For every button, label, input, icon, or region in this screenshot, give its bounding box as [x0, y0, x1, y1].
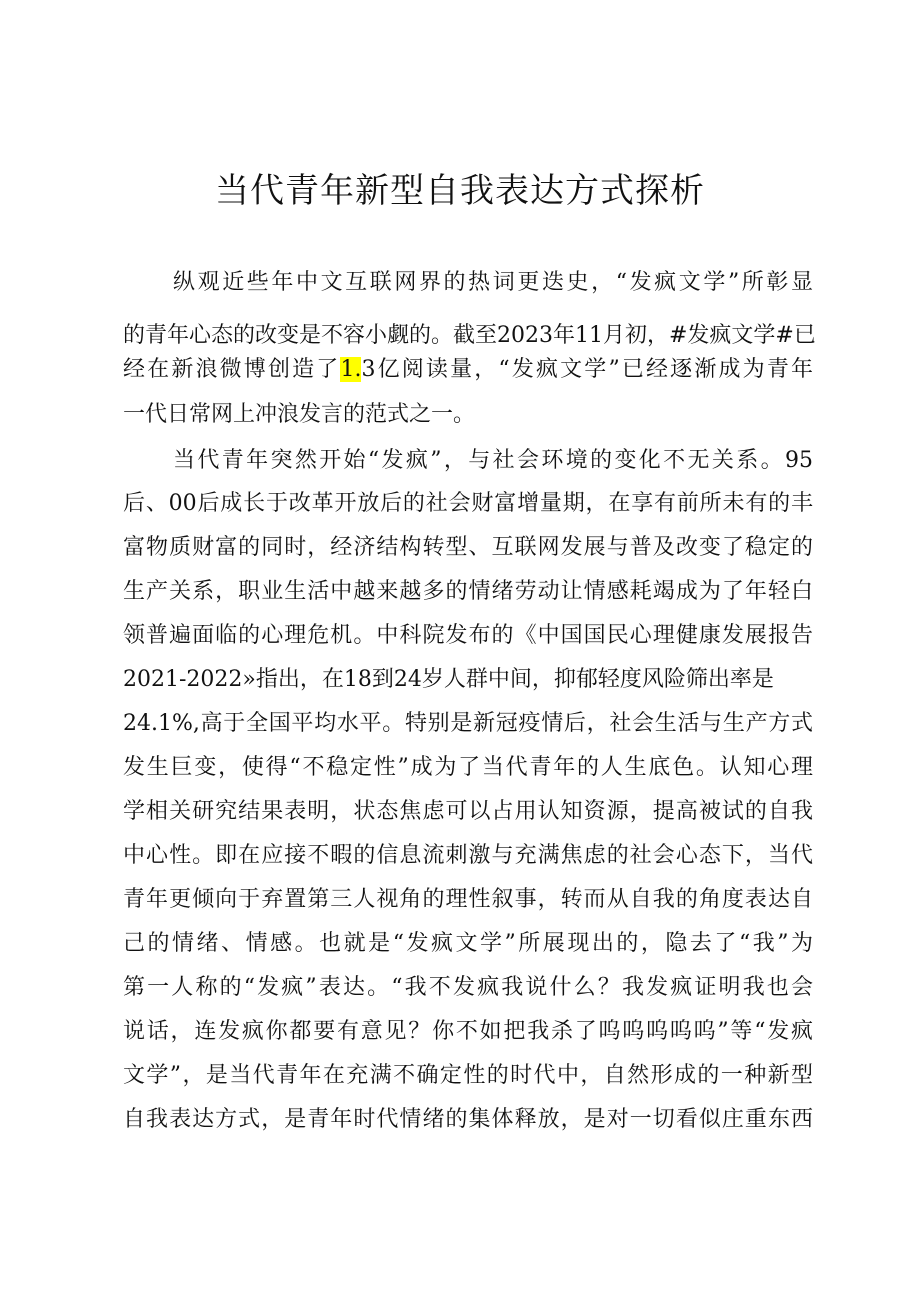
paragraph-1-line-1: 纵观近些年中文互联网界的热词更迭史，“发疯文学”所彰显	[173, 270, 813, 295]
paragraph-2-line-4: 生产关系，职业生活中越来越多的情绪劳动让情感耗竭成为了年轻白	[123, 579, 813, 604]
paragraph-2-line-13: 第一人称的“发疯”表达。“我不发疯我说什么？我发疯证明我也会	[123, 975, 813, 1000]
paragraph-2-line-14: 说话，连发疯你都要有意见？你不如把我杀了呜呜呜呜呜”等“发疯	[123, 1019, 813, 1044]
paragraph-2-line-3: 富物质财富的同时，经济结构转型、互联网发展与普及改变了稳定的	[123, 535, 813, 560]
paragraph-2-line-5: 领普遍面临的心理危机。中科院发布的《中国国民心理健康发展报告	[123, 623, 813, 648]
paragraph-1-line-3	[123, 353, 813, 387]
paragraph-1-line-4: 一代日常网上冲浪发言的范式之一。	[123, 402, 476, 427]
paragraph-2-line-8: 发生巨变，使得“不稳定性”成为了当代青年的人生底色。认知心理	[123, 755, 813, 780]
paragraph-2-line-16: 自我表达方式，是青年时代情绪的集体释放，是对一切看似庄重东西	[123, 1107, 813, 1132]
paragraph-2-line-7: 24.1%,高于全国平均水平。特别是新冠疫情后，社会生活与生产方式	[123, 711, 813, 736]
paragraph-2-line-9: 学相关研究结果表明，状态焦虑可以占用认知资源，提高被试的自我	[123, 799, 813, 824]
paragraph-2-line-1: 当代青年突然开始“发疯”，与社会环境的变化不无关系。95	[173, 448, 813, 473]
highlighted-text: 1.	[340, 357, 362, 382]
paragraph-1-line-2: 的青年心态的改变是不容小觑的。截至2023年11月初，#发疯文学#已	[123, 323, 816, 348]
paragraph-2-line-10: 中心性。即在应接不暇的信息流刺激与充满焦虑的社会心态下，当代	[123, 843, 813, 868]
paragraph-2-line-6: 2021-2022»指出，在18到24岁人群中间，抑郁轻度风险筛出率是	[123, 667, 774, 692]
line-text-before-highlight: 经在新浪微博创造了	[123, 357, 341, 382]
document-title: 当代青年新型自我表达方式探析	[215, 171, 705, 211]
paragraph-2-line-15: 文学”，是当代青年在充满不确定性的时代中，自然形成的一种新型	[123, 1063, 813, 1088]
line-text-after-highlight: 3亿阅读量，“发疯文学”已经逐渐成为青年	[361, 357, 813, 382]
paragraph-2-line-2: 后、00后成长于改革开放后的社会财富增量期，在享有前所未有的丰	[123, 491, 813, 516]
paragraph-2-line-11: 青年更倾向于弃置第三人视角的理性叙事，转而从自我的角度表达自	[123, 887, 813, 912]
paragraph-2-line-12: 己的情绪、情感。也就是“发疯文学”所展现出的，隐去了“我”为	[123, 931, 813, 956]
